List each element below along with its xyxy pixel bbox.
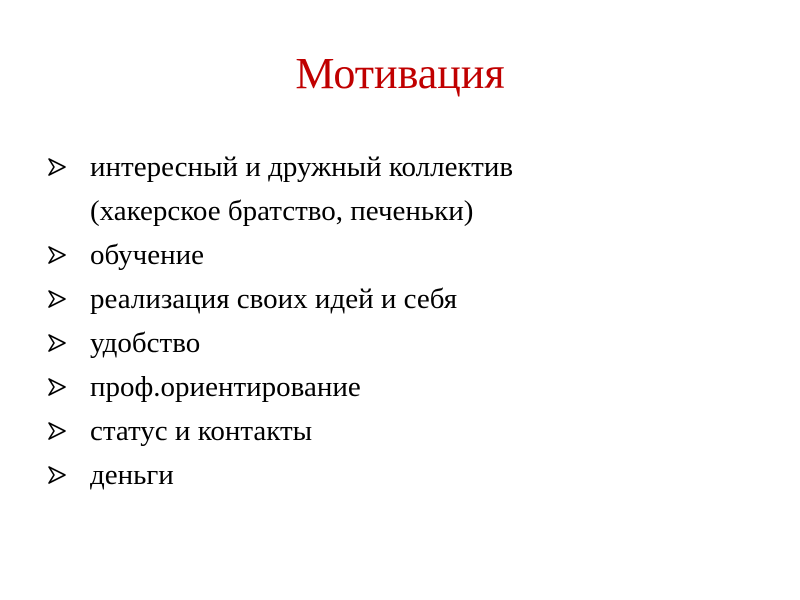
list-item bbox=[46, 409, 766, 453]
bullet-list bbox=[46, 145, 766, 497]
list-item-text: интересный и дружный коллектив bbox=[90, 151, 514, 183]
arrowhead-bullet-icon bbox=[46, 157, 68, 177]
arrowhead-bullet-icon bbox=[46, 289, 68, 309]
arrowhead-bullet-icon bbox=[46, 245, 68, 265]
list-item-text: реализация своих идей и себя bbox=[90, 283, 458, 315]
list-item bbox=[46, 145, 766, 233]
list-item-text-continued: (хакерское братство, печеньки) bbox=[90, 195, 474, 227]
list-item bbox=[46, 321, 766, 365]
arrowhead-bullet-icon bbox=[46, 333, 68, 353]
list-item bbox=[46, 453, 766, 497]
list-item-text: статус и контакты bbox=[90, 415, 313, 447]
list-item-text: обучение bbox=[90, 239, 205, 271]
list-item-text: деньги bbox=[90, 459, 174, 491]
slide-title: Мотивация bbox=[295, 49, 505, 98]
list-item-text: удобство bbox=[90, 327, 201, 359]
arrowhead-bullet-icon bbox=[46, 377, 68, 397]
arrowhead-bullet-icon bbox=[46, 421, 68, 441]
list-item-text: проф.ориентирование bbox=[90, 371, 361, 403]
arrowhead-bullet-icon bbox=[46, 465, 68, 485]
list-item bbox=[46, 365, 766, 409]
list-item bbox=[46, 233, 766, 277]
list-item bbox=[46, 277, 766, 321]
